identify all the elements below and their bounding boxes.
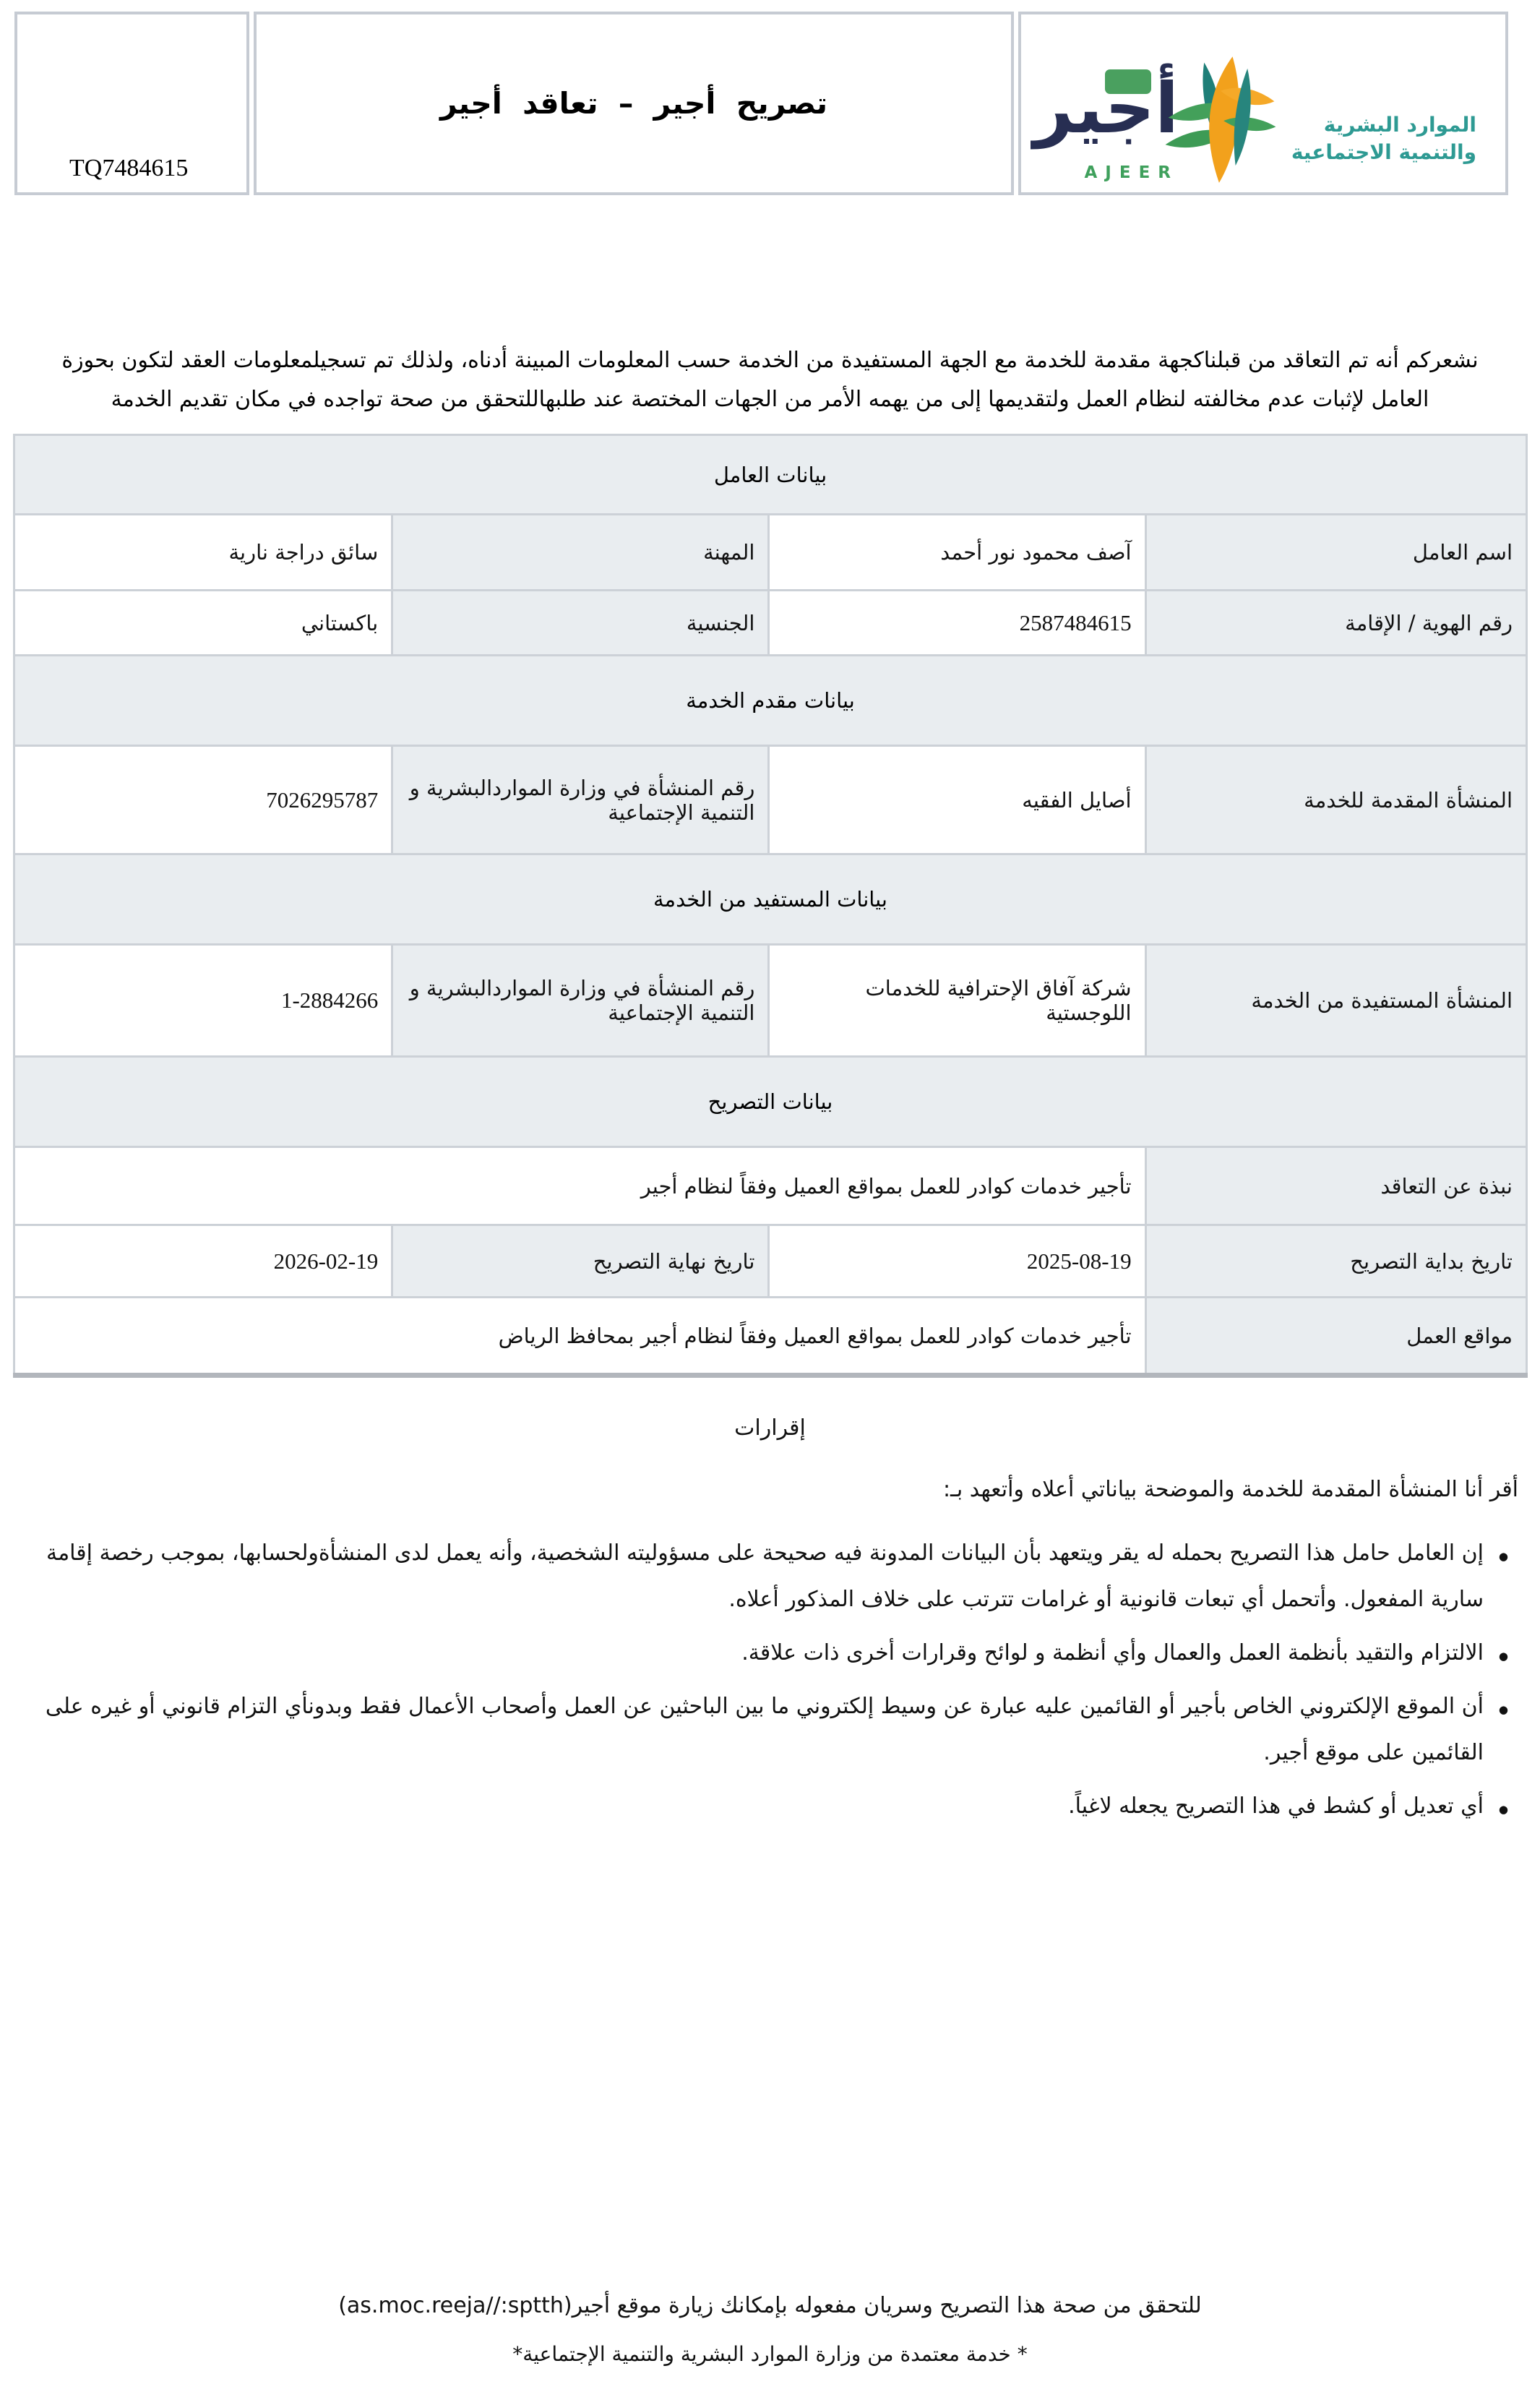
ajeer-wordmark-arabic: أجير [1033,68,1179,149]
contract-about-label: نبذة عن التعاقد [1145,1147,1526,1225]
declarations-section [22,1415,1518,1837]
section-worker-header [14,435,1527,515]
work-locations-label: مواقع العمل [1145,1298,1526,1376]
profession-value: سائق دراجة نارية [14,515,392,591]
id-number-label: رقم الهوية / الإقامة [1145,591,1526,656]
footer-verification-note: للتحقق من صحة هذا التصريح وسريان مفعوله بإمكانك زيارة موقع أجير(as.moc.reeja//:sptth) [338,2293,1202,2318]
provider-mol-number-value: 7026295787 [266,786,379,813]
table-row [14,945,1527,1057]
permit-start-date-label: تاريخ بداية التصريح [1145,1225,1526,1298]
id-number-value: 2587484615 [1019,609,1132,635]
section-permit-header [14,1057,1527,1147]
permit-end-date-value: 2026-02-19 [273,1248,379,1274]
ajeer-logo [1033,65,1179,182]
header-logos-box [1018,12,1508,195]
table-row [14,746,1527,854]
list-item: ● الالتزام والتقيد بأنظمة العمل والعمال وأي أنظمة و لوائح وقرارات أخرى ذات علاقة. [22,1630,1484,1676]
header-title-box [254,12,1014,195]
header-permit-number-box [14,12,249,195]
contract-about-value: تأجير خدمات كوادر للعمل بمواقع العميل وفقاً لنظام أجير [14,1147,1146,1225]
permit-number: TQ7484615 [69,155,189,181]
ministry-logo [1160,52,1476,187]
permit-table [13,434,1528,1378]
provider-establishment-value: أصايل الفقيه [769,746,1145,854]
table-row [14,1147,1527,1225]
section-beneficiary-header [14,854,1527,945]
table-row [14,1298,1527,1376]
ministry-name [1291,111,1476,166]
declarations-list [22,1530,1518,1830]
permit-end-date-label: تاريخ نهاية التصريح [392,1225,769,1298]
provider-mol-number-label: رقم المنشأة في وزارة المواردالبشرية و التنمية الإجتماعية [392,746,769,854]
section-title-provider: بيانات مقدم الخدمة [14,656,1527,746]
section-title-beneficiary: بيانات المستفيد من الخدمة [14,854,1527,945]
table-row [14,515,1527,591]
page-title: تصريح أجير – تعاقد أجير [440,86,827,121]
worker-name-label: اسم العامل [1145,515,1526,591]
table-row [14,1225,1527,1298]
intro-line1: نشعركم أنه تم التعاقد من قبلناكجهة مقدمة للخدمة مع الجهة المستفيدة من الخدمة حسب المعلومات المبينة أدناه، ولذلك تم تسجيلمعلومات العقد لتكون بحوزة [61,348,1479,373]
beneficiary-establishment-value: شركة آفاق الإحترافية للخدمات اللوجستية [769,945,1145,1057]
ministry-name-line2: والتنمية الاجتماعية [1291,140,1476,164]
section-title-worker: بيانات العامل [14,435,1527,515]
ministry-palm-emblem-icon [1160,52,1281,187]
ajeer-wordmark-latin: AJEER [1084,163,1179,182]
declarations-intro: أقر أنا المنشأة المقدمة للخدمة والموضحة بياناتي أعلاه وأتعهد بـ: [942,1477,1518,1502]
beneficiary-mol-number-label: رقم المنشأة في وزارة المواردالبشرية و التنمية الإجتماعية [392,945,769,1057]
profession-label: المهنة [392,515,769,591]
beneficiary-establishment-label: المنشأة المستفيدة من الخدمة [1145,945,1526,1057]
permit-start-date-value: 2025-08-19 [1026,1248,1132,1274]
ministry-name-line1: الموارد البشرية [1323,113,1476,137]
list-item: ● أن الموقع الإلكتروني الخاص بأجير أو القائمين عليه عبارة عن وسيط إلكتروني ما بين الباحثين عن العمل وأصحاب الأعمال فقط وبدونأي التزام قانوني أو غيره على القائمين على موقع أجير. [22,1684,1484,1776]
intro-line2: العامل لإثبات عدم مخالفته لنظام العمل ولتقديمها إلى من يهمه الأمر من الجهات المختصة عند طلبهاللتحقق من صحة تواجده في مكان تقديم الخدمة [111,387,1429,412]
intro-paragraph [33,341,1507,419]
beneficiary-mol-number-value: 1-2884266 [280,987,379,1013]
section-title-permit: بيانات التصريح [14,1057,1527,1147]
table-row [14,591,1527,656]
work-locations-value: تأجير خدمات كوادر للعمل بمواقع العميل وفقاً لنظام أجير بمحافظ الرياض [14,1298,1146,1376]
footer-approved-note: * خدمة معتمدة من وزارة الموارد البشرية والتنمية الإجتماعية* [512,2342,1028,2366]
declarations-heading: إقرارات [734,1415,806,1441]
provider-establishment-label: المنشأة المقدمة للخدمة [1145,746,1526,854]
worker-name-value: آصف محمود نور أحمد [769,515,1145,591]
nationality-label: الجنسية [392,591,769,656]
nationality-value: باكستاني [14,591,392,656]
permit-data-table [13,434,1528,1378]
section-provider-header [14,656,1527,746]
list-item: ● إن العامل حامل هذا التصريح بحمله له يقر ويتعهد بأن البيانات المدونة فيه صحيحة على مسؤوليته الشخصية، وأنه يعمل لدى المنشأةولحسابها، بموجب رخصة إقامة سارية المفعول. وأتحمل أي تبعات قانونية أو غرامات تترتب على خلاف المذكور أعلاه. [22,1530,1484,1623]
list-item: ● أي تعديل أو كشط في هذا التصريح يجعله لاغياً. [22,1783,1484,1830]
